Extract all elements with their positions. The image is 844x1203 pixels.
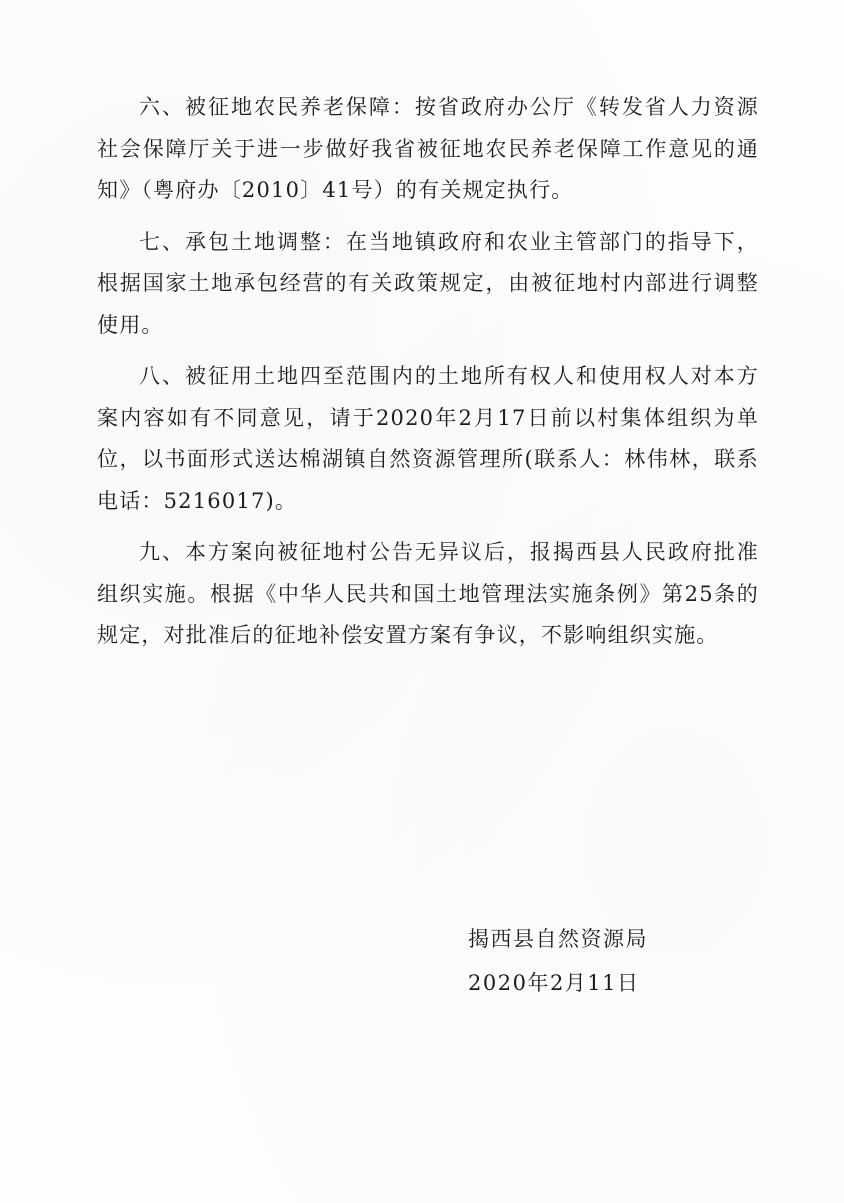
paragraph-heading: 八、 xyxy=(139,364,185,388)
paragraph-heading: 九、 xyxy=(139,540,185,564)
paragraph-text: 本方案向被征地村公告无异议后，报揭西县人民政府批准组织实施。根据《中华人民共和国土地管理法实施条例》第25条的规定，对批准后的征地补偿安置方案有争议，不影响组织实施。 xyxy=(97,540,759,647)
paragraph-land-adjustment xyxy=(97,222,759,347)
paragraph-text: 按省政府办公厅《转发省人力资源社会保障厅关于进一步做好我省被征地农民养老保障工作意见的通知》（粤府办〔2010〕41号）的有关规定执行。 xyxy=(97,95,759,202)
paragraph-heading: 七、承包土地调整： xyxy=(139,229,346,254)
paragraph-pension xyxy=(97,87,759,212)
signature-block xyxy=(468,917,768,1005)
document-body xyxy=(97,87,759,667)
paragraph-heading: 六、被征地农民养老保障： xyxy=(139,95,415,119)
paragraph-text: 在当地镇政府和农业主管部门的指导下，根据国家土地承包经营的有关政策规定，由被征地村内部进行调整使用。 xyxy=(97,229,759,337)
paragraph-objections xyxy=(97,356,759,522)
issue-date: 2020年2月11日 xyxy=(468,971,640,995)
issuing-organization: 揭西县自然资源局 xyxy=(468,927,648,951)
paragraph-text: 被征用土地四至范围内的土地所有权人和使用权人对本方案内容如有不同意见，请于2020年2月17日前以村集体组织为单位，以书面形式送达棉湖镇自然资源管理所(联系人：林伟林，联系电话：5216017)。 xyxy=(97,364,759,513)
paragraph-implementation xyxy=(97,532,759,657)
